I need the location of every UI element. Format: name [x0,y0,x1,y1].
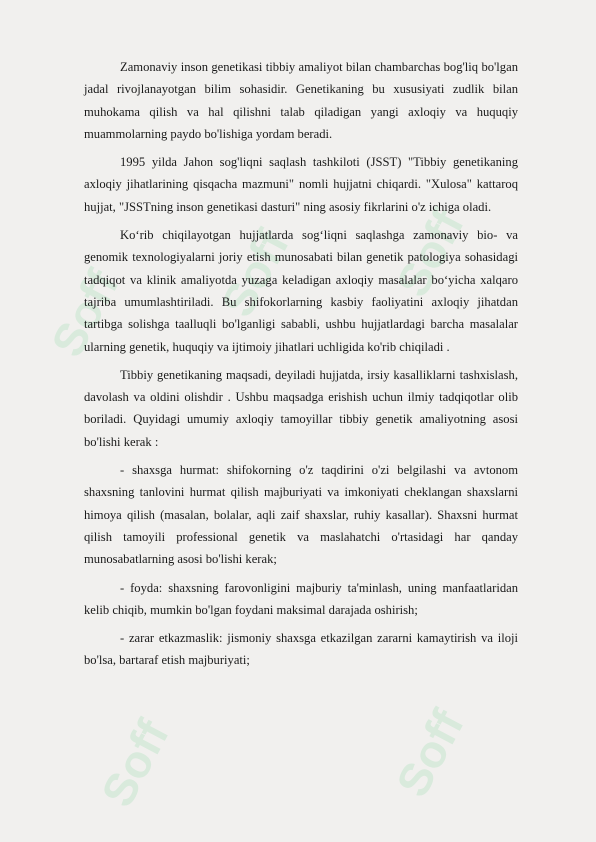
paragraph: Tibbiy genetikaning maqsadi, deyiladi hujjatda, irsiy kasalliklarni tashxislash, davolash va oldini olishdir . Ushbu maqsadga erishish uchun ilmiy tadqiqotlar olib boriladi. Quyidagi umumiy axloqiy tamoyillar tibbiy genetik amaliyotning asosi bo'lishi kerak : [84,367,518,449]
watermark-logo: Soff [40,261,129,365]
paragraph: - zarar etkazmaslik: jismoniy shaxsga etkazilgan zararni kamaytirish va iloji bo'lsa, bartaraf etish majburiyati; [84,631,518,668]
watermark-logo: Soff [385,201,474,305]
document-body [84,56,518,678]
watermark-logo: Soff [90,711,179,815]
paragraph: Zamonaviy inson genetikasi tibbiy amaliyot bilan chambarchas bog'liq bo'lgan jadal rivojlanayotgan bilim sohasidir. Genetikaning bu xususiyati zudlik bilan muhokama qilish va hal qilishni talab qiladigan yangi axloqiy va huquqiy muammolarning paydo bo'lishiga yordam beradi. [84,60,518,141]
watermark-logo: Soff [385,701,474,805]
paragraph: - foyda: shaxsning farovonligini majburiy ta'minlash, uning manfaatlaridan kelib chiqib, mumkin bo'lgan foydani maksimal darajada oshirish; [84,580,518,617]
paragraph: Ko‘rib chiqilayotgan hujjatlarda sog‘liqni saqlashga zamonaviy bio- va genomik texnologiyalarni joriy etish munosabati bilan genetik patologiya sohasidagi tadqiqot va klinik amaliyotda yuzaga keladigan axloqiy masalalar bo‘yicha xalqaro tajriba umumlashtiriladi. Bu shifokorlarning kasbiy faoliyatini axloqiy jihatdan tartibga solishga taalluqli bo'lganligi sababli, ushbu hujjatlardagi barcha masalalar ularning genetik, huquqiy va ijtimoiy jihatlari uchligida ko'rib chiqiladi . [84,228,518,354]
paragraph: 1995 yilda Jahon sog'liqni saqlash tashkiloti (JSST) "Tibbiy genetikaning axloqiy jihatlarining qisqacha mazmuni" nomli hujjatni chiqardi. "Xulosa" kattaroq hujjat, "JSSTning inson genetikasi dasturi" ning asosiy fikrlarini o'z ichiga oladi. [84,155,518,214]
paragraph: - shaxsga hurmat: shifokorning o'z taqdirini o'zi belgilashi va avtonom shaxsning tanlovini hurmat qilish majburiyati va imkoniyati cheklangan shaxslarni himoya qilish (masalan, bolalar, aqli zaif shaxslar, ruhiy kasallar). Shaxsni hurmat qilish tamoyili professional genetik va maslahatchi o'rtasidagi har qanday munosabatlarning asosi bo'lishi kerak; [84,463,518,567]
watermark-logo: Soff [210,221,299,325]
